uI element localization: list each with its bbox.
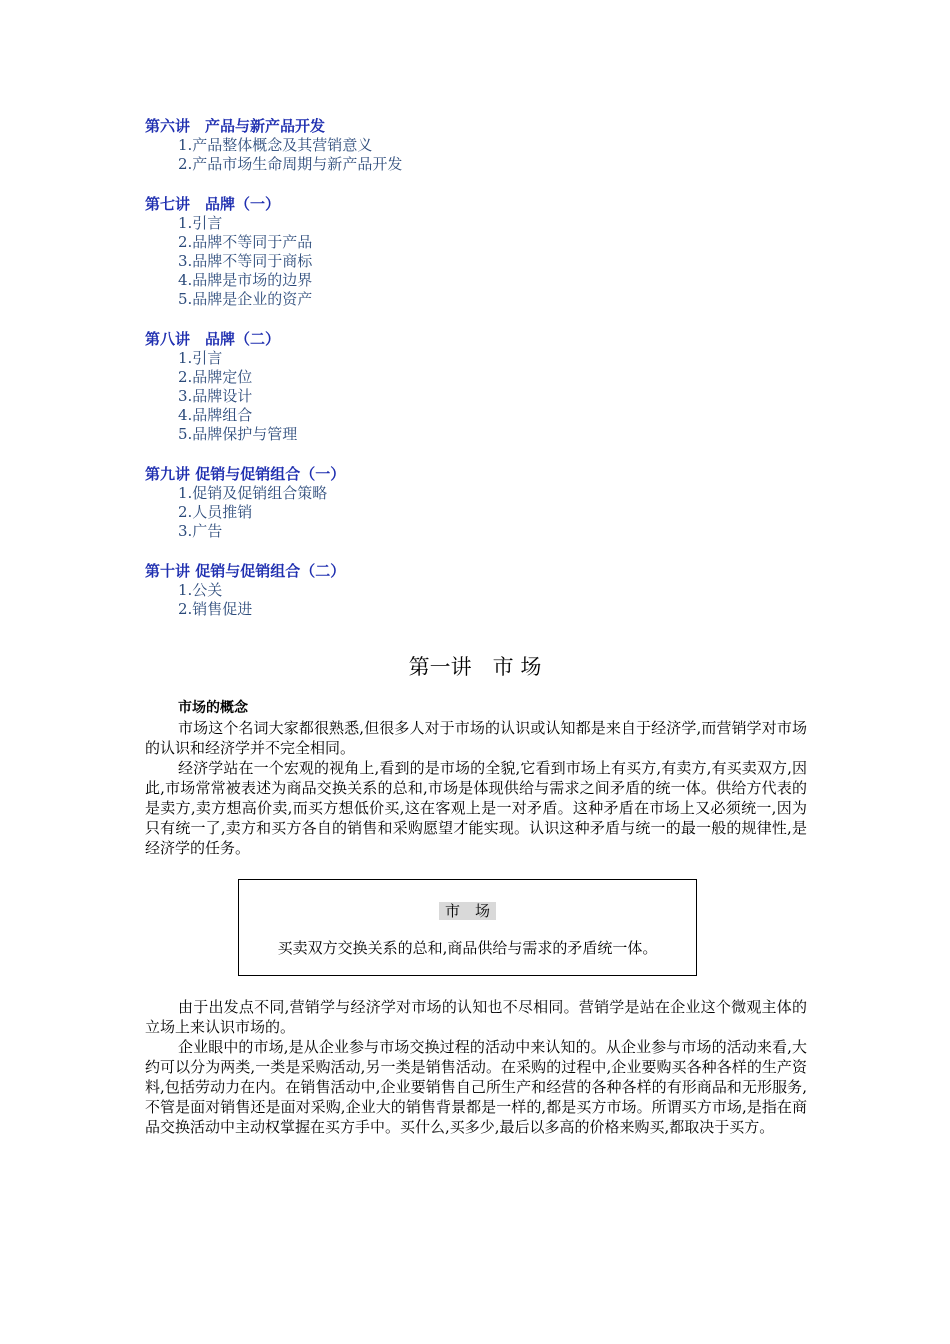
list-item: 5.品牌保护与管理 — [178, 425, 298, 443]
lecture-10 — [145, 561, 745, 619]
list-item: 5.品牌是企业的资产 — [178, 290, 313, 308]
lecture-heading: 第九讲 促销与促销组合（一） — [145, 465, 346, 483]
list-item: 4.品牌是市场的边界 — [178, 271, 313, 289]
definition-title-text: 市 场 — [439, 902, 496, 920]
list-item: 1.产品整体概念及其营销意义 — [178, 136, 373, 154]
list-item: 1.引言 — [178, 349, 223, 367]
paragraph: 由于出发点不同,营销学与经济学对市场的认知也不尽相同。营销学是站在企业这个微观主体的立场上来认识市场的。 — [145, 998, 807, 1036]
paragraph: 经济学站在一个宏观的视角上,看到的是市场的全貌,它看到市场上有买方,有卖方,有买卖双方,因此,市场常常被表述为商品交换关系的总和,市场是体现供给与需求之间矛盾的统一体。供给方代表的是卖方,卖方想高价卖,而买方想低价买,这在客观上是一对矛盾。这种矛盾在市场上又必须统一,因为只有统一了,卖方和买方各自的销售和采购愿望才能实现。认识这种矛盾与统一的最一般的规律性,是经济学的任务。 — [145, 759, 807, 857]
lecture-6 — [145, 116, 745, 174]
lecture-heading: 第六讲 产品与新产品开发 — [145, 117, 326, 135]
section-title: 市场的概念 — [178, 700, 248, 716]
definition-box — [238, 879, 697, 976]
list-item: 2.品牌定位 — [178, 368, 253, 386]
definition-text: 买卖双方交换关系的总和,商品供给与需求的矛盾统一体。 — [277, 939, 658, 957]
paragraph: 市场这个名词大家都很熟悉,但很多人对于市场的认识或认知都是来自于经济学,而营销学对市场的认识和经济学并不完全相同。 — [145, 719, 807, 757]
list-item: 3.广告 — [178, 522, 223, 540]
lecture-9 — [145, 464, 745, 541]
list-item: 2.销售促进 — [178, 600, 253, 618]
lecture-heading: 第八讲 品牌（二） — [145, 330, 281, 348]
list-item: 3.品牌设计 — [178, 387, 253, 405]
list-item: 1.促销及促销组合策略 — [178, 484, 328, 502]
list-item: 1.引言 — [178, 214, 223, 232]
list-item: 4.品牌组合 — [178, 406, 253, 424]
list-item: 2.人员推销 — [178, 503, 253, 521]
lecture-7 — [145, 194, 745, 309]
body-text — [145, 718, 807, 858]
body-text — [145, 997, 807, 1137]
list-item: 2.品牌不等同于产品 — [178, 233, 313, 251]
list-item: 2.产品市场生命周期与新产品开发 — [178, 155, 403, 173]
chapter-title: 第一讲 市 场 — [408, 655, 542, 679]
list-item: 3.品牌不等同于商标 — [178, 252, 313, 270]
lecture-heading: 第十讲 促销与促销组合（二） — [145, 562, 346, 580]
table-of-contents — [145, 116, 745, 639]
paragraph: 企业眼中的市场,是从企业参与市场交换过程的活动中来认知的。从企业参与市场的活动来看,大约可以分为两类,一类是采购活动,另一类是销售活动。在采购的过程中,企业要购买各种各样的生产资料,包括劳动力在内。在销售活动中,企业要销售自己所生产和经营的各种各样的有形商品和无形服务,不管是面对销售还是面对采购,企业大的销售背景都是一样的,都是买方市场。所谓买方市场,是指在商品交换活动中主动权掌握在买方手中。买什么,买多少,最后以多高的价格来购买,都取决于买方。 — [145, 1038, 807, 1136]
lecture-heading: 第七讲 品牌（一） — [145, 195, 281, 213]
definition-title — [239, 901, 696, 921]
lecture-8 — [145, 329, 745, 444]
list-item: 1.公关 — [178, 581, 223, 599]
